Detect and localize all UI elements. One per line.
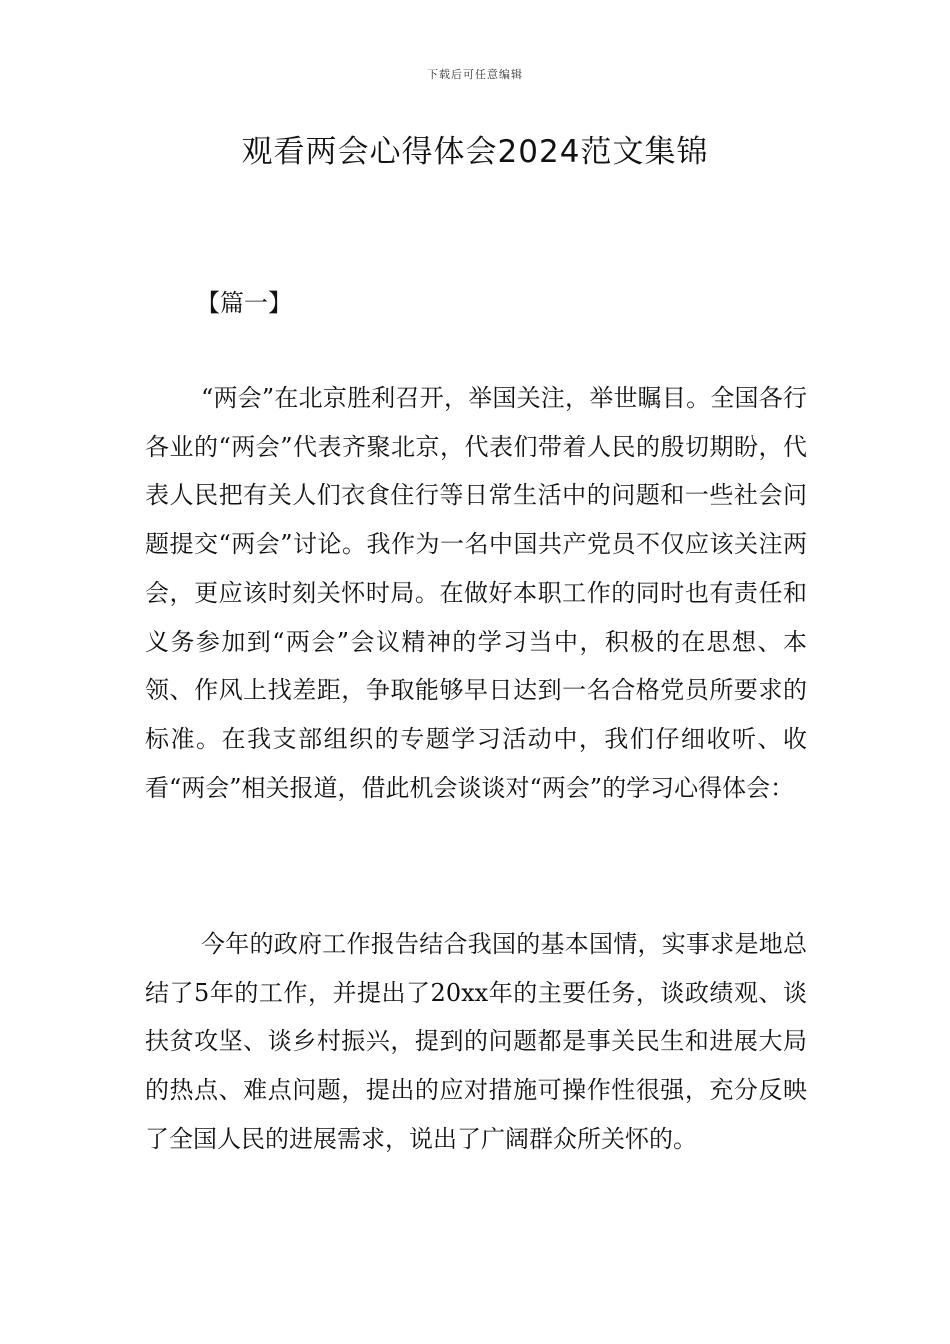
body-paragraph-2: 今年的政府工作报告结合我国的基本国情，实事求是地总结了5年的工作，并提出了20xx年的主要任务，谈政绩观、谈扶贫攻坚、谈乡村振兴，提到的问题都是事关民生和进展大局的热点、难点问题，提出的应对措施可操作性很强，充分反映了全国人民的进展需求，说出了广阔群众所关怀的。 <box>145 930 807 1153</box>
section-heading: 【篇一】 <box>196 289 292 317</box>
body-paragraph-1: “两会”在北京胜利召开，举国关注，举世瞩目。全国各行各业的“两会”代表齐聚北京，代表们带着人民的殷切期盼，代表人民把有关人们衣食住行等日常生活中的问题和一些社会问题提交“两会”讨论。我作为一名中国共产党员不仅应该关注两会，更应该时刻关怀时局。在做好本职工作的同时也有责任和义务参加到“两会”会议精神的学习当中，积极的在思想、本领、作风上找差距，争取能够早日达到一名合格党员所要求的标准。在我支部组织的专题学习活动中，我们仔细收听、收看“两会”相关报道，借此机会谈谈对“两会”的学习心得体会： <box>145 384 807 802</box>
document-title: 观看两会心得体会2024范文集锦 <box>241 134 709 170</box>
header-note: 下载后可任意编辑 <box>427 68 523 81</box>
